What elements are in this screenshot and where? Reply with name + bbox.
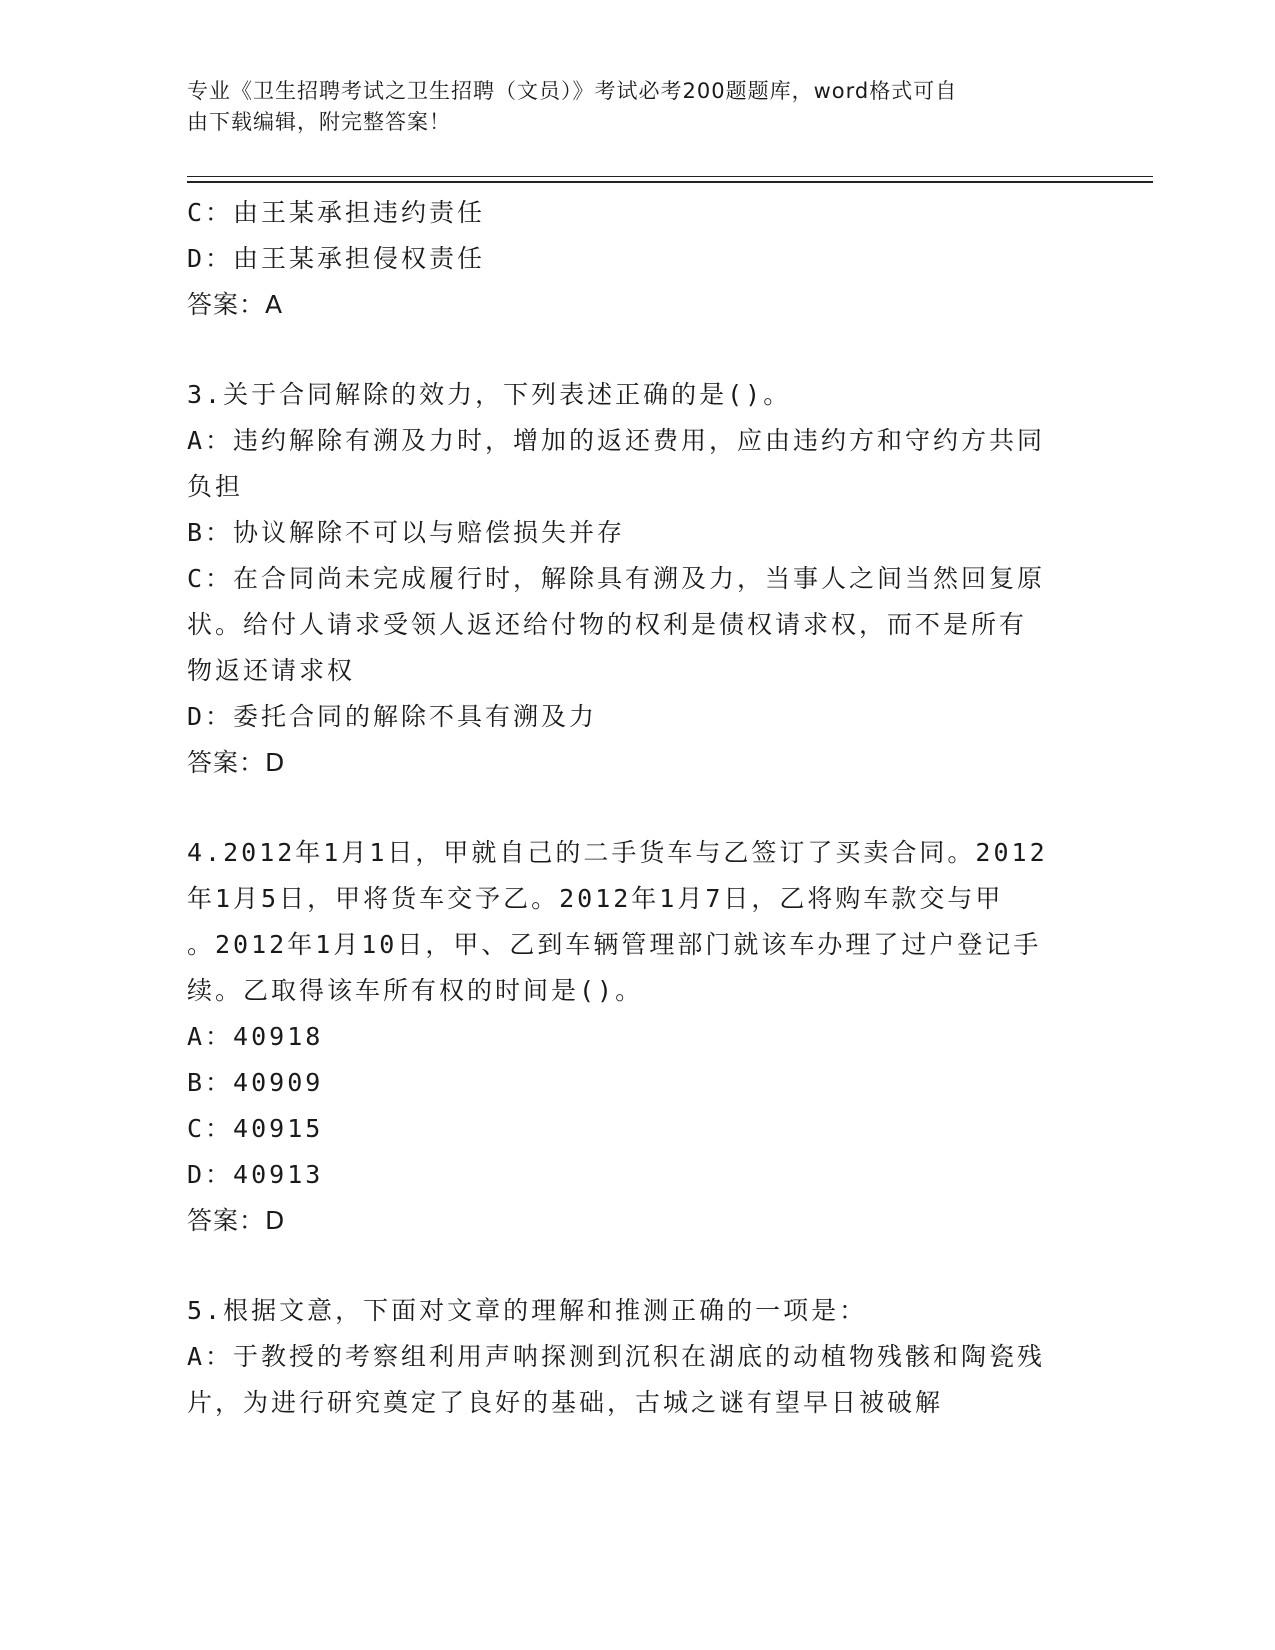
answer: 答案：D bbox=[187, 748, 286, 777]
answer: 答案：D bbox=[187, 1206, 286, 1235]
question-stem-cont: 。2012年1月10日，甲、乙到车辆管理部门就该车办理了过户登记手 bbox=[187, 930, 1042, 959]
option-a: A：违约解除有溯及力时，增加的返还费用，应由违约方和守约方共同 bbox=[187, 426, 1046, 455]
question-block-4 bbox=[187, 830, 1087, 1244]
option-b: B：40909 bbox=[187, 1068, 324, 1097]
question-block-5 bbox=[187, 1288, 1087, 1426]
option-d: D：委托合同的解除不具有溯及力 bbox=[187, 702, 598, 731]
header-line-2: 由下载编辑，附完整答案！ bbox=[187, 110, 451, 134]
option-a-cont: 片，为进行研究奠定了良好的基础，古城之谜有望早日被破解 bbox=[187, 1388, 944, 1417]
header-rule-thin bbox=[187, 176, 1153, 177]
question-stem-cont: 续。乙取得该车所有权的时间是()。 bbox=[187, 976, 644, 1005]
option-a: A：40918 bbox=[187, 1022, 324, 1051]
option-c: C：由王某承担违约责任 bbox=[187, 198, 486, 227]
option-c-cont: 物返还请求权 bbox=[187, 656, 356, 685]
question-block-2-tail bbox=[187, 190, 1087, 328]
header-rule-thick bbox=[187, 181, 1153, 183]
option-b: B：协议解除不可以与赔偿损失并存 bbox=[187, 518, 626, 547]
document-header bbox=[187, 76, 1067, 138]
question-stem-cont: 年1月5日，甲将货车交予乙。2012年1月7日，乙将购车款交与甲 bbox=[187, 884, 1004, 913]
question-content bbox=[187, 190, 1087, 1426]
option-d: D：由王某承担侵权责任 bbox=[187, 244, 486, 273]
option-c: C：40915 bbox=[187, 1114, 324, 1143]
question-block-3 bbox=[187, 372, 1087, 786]
option-d: D：40913 bbox=[187, 1160, 324, 1189]
option-c: C：在合同尚未完成履行时，解除具有溯及力，当事人之间当然回复原 bbox=[187, 564, 1046, 593]
spacer bbox=[187, 1244, 1087, 1288]
option-a: A：于教授的考察组利用声呐探测到沉积在湖底的动植物残骸和陶瓷残 bbox=[187, 1342, 1046, 1371]
question-stem: 5.根据文意，下面对文章的理解和推测正确的一项是： bbox=[187, 1296, 868, 1325]
answer: 答案：A bbox=[187, 290, 284, 319]
option-a-cont: 负担 bbox=[187, 472, 244, 501]
option-c-cont: 状。给付人请求受领人返还给付物的权利是债权请求权，而不是所有 bbox=[187, 610, 1028, 639]
spacer bbox=[187, 328, 1087, 372]
question-stem: 4.2012年1月1日，甲就自己的二手货车与乙签订了买卖合同。2012 bbox=[187, 838, 1048, 867]
header-line-1: 专业《卫生招聘考试之卫生招聘（文员）》考试必考200题题库，word格式可自 bbox=[187, 79, 958, 103]
question-stem: 3.关于合同解除的效力，下列表述正确的是()。 bbox=[187, 380, 792, 409]
spacer bbox=[187, 786, 1087, 830]
